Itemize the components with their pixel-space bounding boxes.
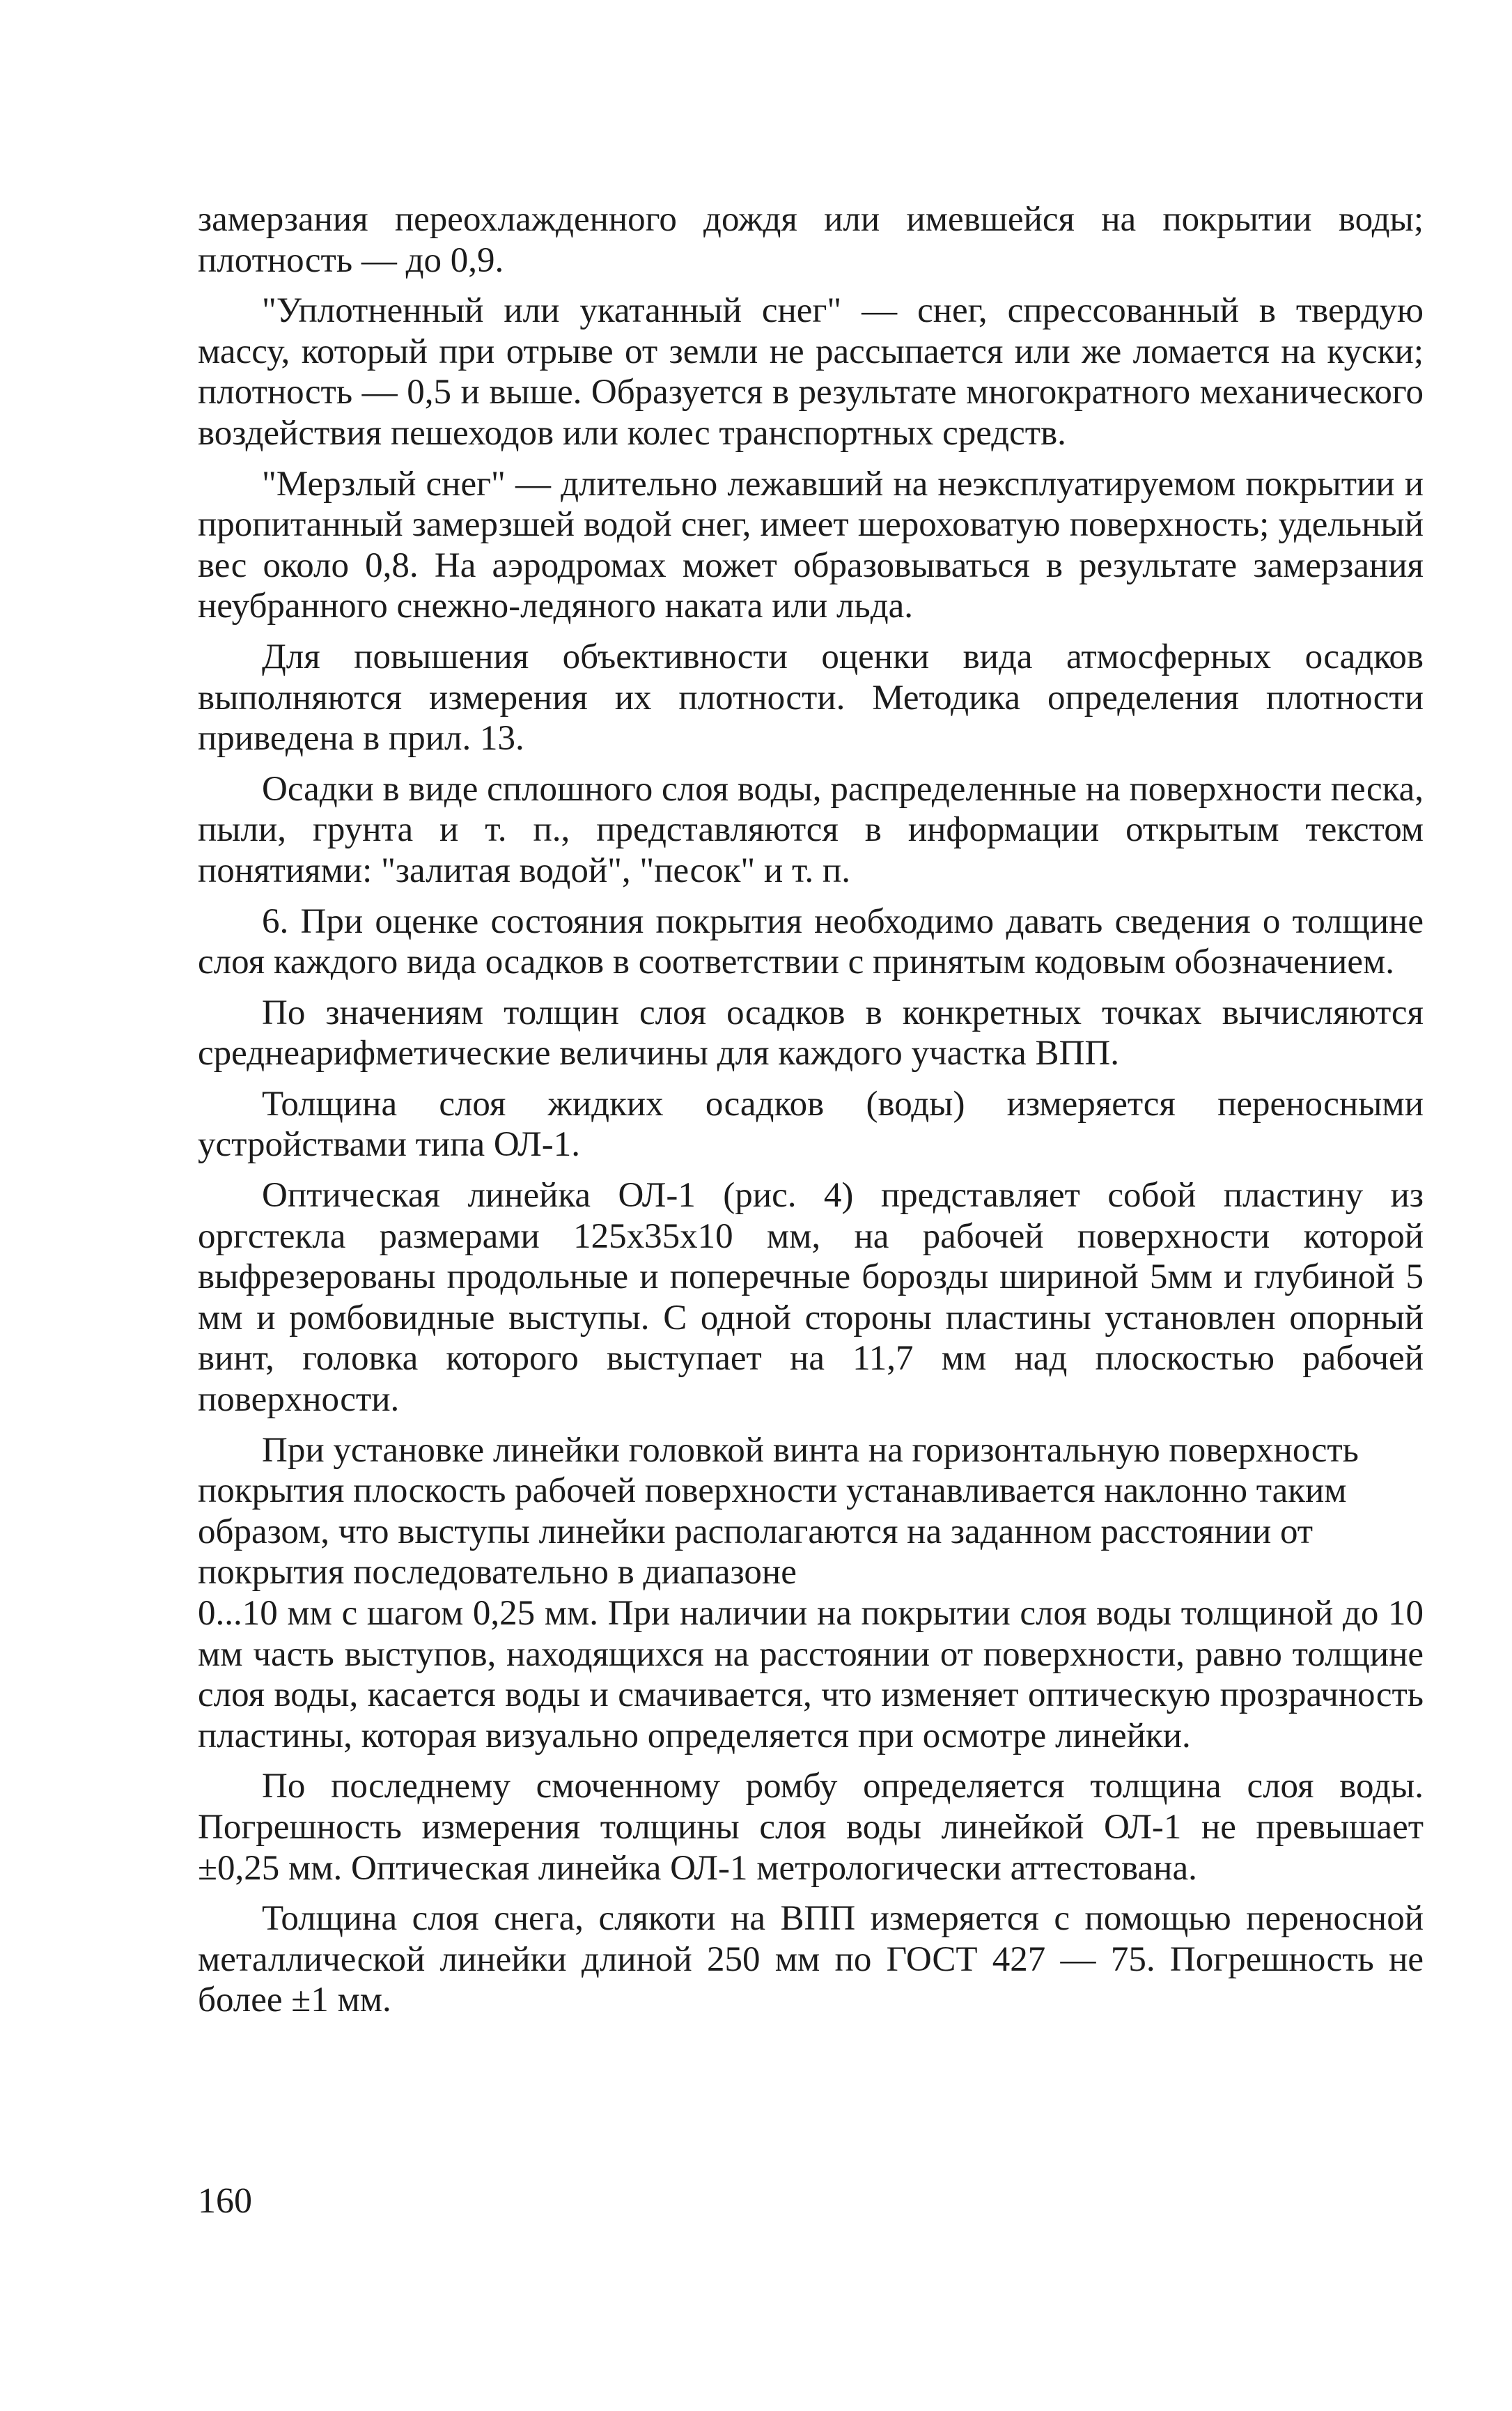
paragraph-water-layer: Осадки в виде сплошного слоя воды, распределенные на поверхности песка, пыли, грунта и т. п., представляются в информации открытым текстом понятиями: "залитая водой", "песок" и т. п. <box>198 769 1424 890</box>
paragraph-ruler-installation: При установке линейки головкой винта на горизонтальную поверхность покрытия плоскость рабочей поверхности устанавливается наклонно таким образом, что выступы линейки располагаются на заданном расстоянии от покрытия последовательно в диапазоне <box>198 1430 1359 1592</box>
paragraph-item-6: 6. При оценке состояния покрытия необходимо давать сведения о толщине слоя каждого вида осадков в соответствии с принятым кодовым обозначением. <box>198 901 1424 982</box>
paragraph-frozen-snow: "Мерзлый снег" — длительно лежавший на неэксплуатируемом покрытии и пропитанный замерзшей водой снег, имеет шероховатую поверхность; удельный вес около 0,8. На аэродромах может образовываться в результате замерзания неубранного снежно-ледяного наката или льда. <box>198 464 1424 626</box>
paragraph-density-measurement: Для повышения объективности оценки вида атмосферных осадков выполняются измерения их плотности. Методика определения плотности приведена в прил. 13. <box>198 637 1424 759</box>
page-body <box>198 199 1424 2031</box>
paragraph-last-rhombus: По последнему смоченному ромбу определяется толщина слоя воды. Погрешность измерения толщины слоя воды линейкой ОЛ-1 не превышает ±0,25 мм. Оптическая линейка ОЛ-1 метрологически аттестована. <box>198 1767 1424 1888</box>
paragraph-snow-thickness: Толщина слоя снега, слякоти на ВПП измеряется с помощью переносной металлической линейки длиной 250 мм по ГОСТ 427 — 75. Погрешность не более ±1 мм. <box>198 1899 1424 2020</box>
paragraph-packed-snow: "Уплотненный или укатанный снег" — снег, спрессованный в твердую массу, который при отрыве от земли не рассыпается или же ломается на куски; плотность — 0,5 и выше. Образуется в результате многократного механического воздействия пешеходов или колес транспортных средств. <box>198 291 1424 453</box>
paragraph-averages: По значениям толщин слоя осадков в конкретных точках вычисляются среднеарифметические величины для каждого участка ВПП. <box>198 993 1424 1073</box>
paragraph-ruler-range: 0...10 мм с шагом 0,25 мм. При наличии на покрытии слоя воды толщиной до 10 мм часть выступов, находящихся на расстоянии от поверхности, равно толщине слоя воды, касается воды и смачивается, что изменяет оптическую прозрачность пластины, которая визуально определяется при осмотре линейки. <box>198 1594 1424 1755</box>
paragraph-liquid-thickness: Толщина слоя жидких осадков (воды) измеряется переносными устройствами типа ОЛ-1. <box>198 1084 1424 1165</box>
page-number: 160 <box>198 2181 252 2221</box>
paragraph-optical-ruler: Оптическая линейка ОЛ-1 (рис. 4) представляет собой пластину из оргстекла размерами 125x35x10 мм, на рабочей поверхности которой выфрезерованы продольные и поперечные борозды шириной 5мм и глубиной 5 мм и ромбовидные выступы. С одной стороны пластины установлен опорный винт, головка которого выступает на 11,7 мм над плоскостью рабочей поверхности. <box>198 1176 1424 1420</box>
paragraph-continuation: замерзания переохлажденного дождя или имевшейся на покрытии воды; плотность — до 0,9. <box>198 200 1424 280</box>
